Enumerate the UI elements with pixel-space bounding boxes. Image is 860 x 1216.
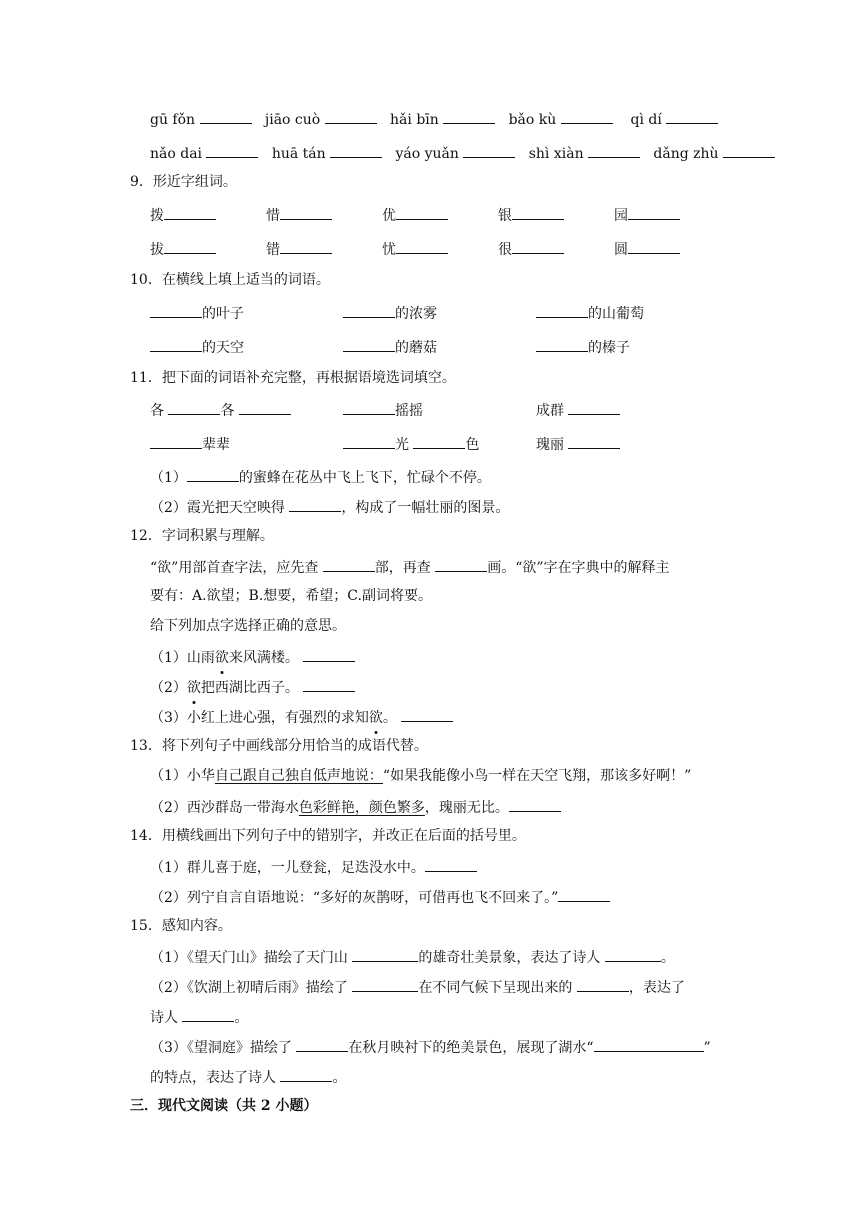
answer-blank[interactable] [352, 976, 418, 992]
phrase-item: 各 各 [150, 399, 291, 420]
char-item: 很 [498, 238, 564, 259]
pinyin: qì dí [630, 112, 662, 128]
q15-sentence-3: （3）《望洞庭》描绘了 在秋月映衬下的绝美景色，展现了湖水“ ” [150, 1036, 711, 1058]
answer-blank[interactable] [280, 238, 332, 254]
pinyin: nǎo dai [150, 146, 203, 162]
phrase-item: 的叶子 [150, 302, 244, 323]
pinyin: huā tán [271, 146, 326, 162]
q14-sentence-2: （2）列宁自言自语地说：“多好的灰鹊呀，可借再也飞不回来了。” [150, 886, 610, 908]
answer-blank[interactable] [280, 1066, 332, 1082]
q13-sentence-1: （1）小华自己跟自己独自低声地说：“如果我能像小鸟一样在天空飞翔，那该多好啊！” [150, 768, 692, 784]
question-9-title: 9．形近字组词。 [130, 174, 237, 190]
answer-blank[interactable] [396, 238, 448, 254]
q15-sentence-3-cont: 的特点，表达了诗人 。 [150, 1066, 346, 1088]
char-item: 忧 [382, 238, 448, 259]
answer-blank[interactable] [443, 108, 495, 124]
pinyin-row-1 [150, 108, 718, 130]
q12-text-3: 给下列加点字选择正确的意思。 [150, 618, 346, 634]
answer-blank[interactable] [150, 336, 202, 352]
question-10-title: 10．在横线上填上适当的词语。 [130, 272, 330, 288]
answer-blank[interactable] [206, 142, 258, 158]
char-item: 优 [382, 204, 448, 225]
answer-blank[interactable] [396, 204, 448, 220]
answer-blank[interactable] [588, 142, 640, 158]
q14-sentence-1: （1）群儿喜于庭，一儿登瓮，足迭没水中。 [150, 856, 477, 878]
q12-sentence-2: （2）欲把西湖比西子。 [150, 676, 355, 698]
answer-blank[interactable] [628, 238, 680, 254]
char-item: 银 [498, 204, 564, 225]
pinyin: gū fǒn [150, 112, 196, 128]
q13-sentence-2: （2）西沙群岛一带海水色彩鲜艳，颜色繁多，瑰丽无比。 [150, 796, 561, 818]
answer-blank[interactable] [568, 433, 620, 449]
pinyin: shì xiàn [528, 146, 584, 162]
phrase-item: 辈辈 [150, 433, 230, 454]
pinyin: hǎi bīn [390, 112, 439, 128]
phrase-item: 的山葡萄 [536, 302, 644, 323]
answer-blank[interactable] [164, 204, 216, 220]
q12-sentence-1: （1）山雨欲来风满楼。 [150, 646, 355, 668]
underlined-phrase: 自己跟自己独自低声地说： [214, 768, 383, 784]
pinyin: bǎo kù [508, 112, 557, 128]
answer-blank[interactable] [568, 399, 620, 415]
answer-blank[interactable] [435, 556, 487, 572]
q15-sentence-1: （1）《望天门山》描绘了天门山 的雄奇壮美景象，表达了诗人 。 [150, 946, 675, 968]
answer-blank[interactable] [187, 466, 239, 482]
answer-blank[interactable] [325, 108, 377, 124]
answer-blank[interactable] [536, 302, 588, 318]
phrase-item: 的天空 [150, 336, 244, 357]
phrase-item: 的榛子 [536, 336, 630, 357]
answer-blank[interactable] [577, 976, 629, 992]
answer-blank[interactable] [628, 204, 680, 220]
phrase-item: 瑰丽 [536, 433, 620, 454]
answer-blank[interactable] [343, 399, 395, 415]
answer-blank[interactable] [343, 302, 395, 318]
question-12-title: 12．字词积累与理解。 [130, 528, 274, 544]
char-item: 拨 [150, 204, 216, 225]
phrase-item: 的浓雾 [343, 302, 437, 323]
answer-blank[interactable] [150, 302, 202, 318]
question-11-title: 11．把下面的词语补充完整，再根据语境选词填空。 [130, 370, 456, 386]
answer-blank[interactable] [296, 1036, 348, 1052]
phrase-item: 的蘑菇 [343, 336, 437, 357]
char-item: 圆 [614, 238, 680, 259]
answer-blank[interactable] [509, 796, 561, 812]
answer-blank[interactable] [512, 204, 564, 220]
phrase-item: 成群 [536, 399, 620, 420]
answer-blank[interactable] [425, 856, 477, 872]
answer-blank[interactable] [182, 1006, 234, 1022]
pinyin-row-2 [150, 142, 775, 164]
q11-sentence-1: （1） 的蜜蜂在花丛中飞上飞下，忙碌个不停。 [150, 466, 491, 488]
question-13-title: 13．将下列句子中画线部分用恰当的成语代替。 [130, 738, 428, 754]
section-3-heading: 三．现代文阅读（共 2 小题） [130, 1098, 318, 1114]
q12-text-2: 要有：A.欲望；B.想要，希望；C.副词将要。 [150, 588, 432, 604]
answer-blank[interactable] [343, 433, 395, 449]
question-14-title: 14．用横线画出下列句子中的错别字，并改正在后面的括号里。 [130, 828, 526, 844]
answer-blank[interactable] [303, 646, 355, 662]
answer-blank[interactable] [343, 336, 395, 352]
q11-sentence-2: （2）霞光把天空映得 ，构成了一幅壮丽的图景。 [150, 496, 509, 518]
answer-blank[interactable] [666, 108, 718, 124]
answer-blank[interactable] [352, 946, 418, 962]
answer-blank[interactable] [594, 1036, 704, 1052]
answer-blank[interactable] [239, 399, 291, 415]
answer-blank[interactable] [512, 238, 564, 254]
answer-blank[interactable] [164, 238, 216, 254]
q12-text-1: “欲”用部首查字法，应先查 部，再查 画。“欲”字在字典中的解释主 [150, 556, 670, 578]
answer-blank[interactable] [401, 706, 453, 722]
phrase-item: 光 色 [343, 433, 479, 454]
answer-blank[interactable] [723, 142, 775, 158]
dotted-char: 欲 [214, 650, 229, 666]
dotted-char: 欲 [368, 710, 383, 726]
char-item: 园 [614, 204, 680, 225]
answer-blank[interactable] [463, 142, 515, 158]
pinyin: yáo yuǎn [395, 146, 459, 162]
pinyin: dǎng zhù [653, 146, 719, 162]
question-15-title: 15．感知内容。 [130, 918, 232, 934]
q12-sentence-3: （3）小红上进心强，有强烈的求知欲。 [150, 706, 453, 728]
dotted-char: 欲 [186, 680, 201, 696]
underlined-phrase: 色彩鲜艳，颜色繁多 [298, 800, 425, 816]
answer-blank[interactable] [558, 886, 610, 902]
answer-blank[interactable] [303, 676, 355, 692]
answer-blank[interactable] [289, 496, 341, 512]
answer-blank[interactable] [330, 142, 382, 158]
phrase-item: 摇摇 [343, 399, 423, 420]
answer-blank[interactable] [605, 946, 661, 962]
answer-blank[interactable] [200, 108, 252, 124]
answer-blank[interactable] [536, 336, 588, 352]
answer-blank[interactable] [280, 204, 332, 220]
answer-blank[interactable] [150, 433, 202, 449]
char-item: 错 [266, 238, 332, 259]
answer-blank[interactable] [413, 433, 465, 449]
answer-blank[interactable] [323, 556, 375, 572]
answer-blank[interactable] [168, 399, 220, 415]
char-item: 惜 [266, 204, 332, 225]
answer-blank[interactable] [561, 108, 613, 124]
pinyin: jiāo cuò [264, 112, 321, 128]
q15-sentence-2: （2）《饮湖上初晴后雨》描绘了 在不同气候下呈现出来的 ，表达了 [150, 976, 685, 998]
char-item: 拔 [150, 238, 216, 259]
q15-sentence-2-cont: 诗人 。 [150, 1006, 248, 1028]
